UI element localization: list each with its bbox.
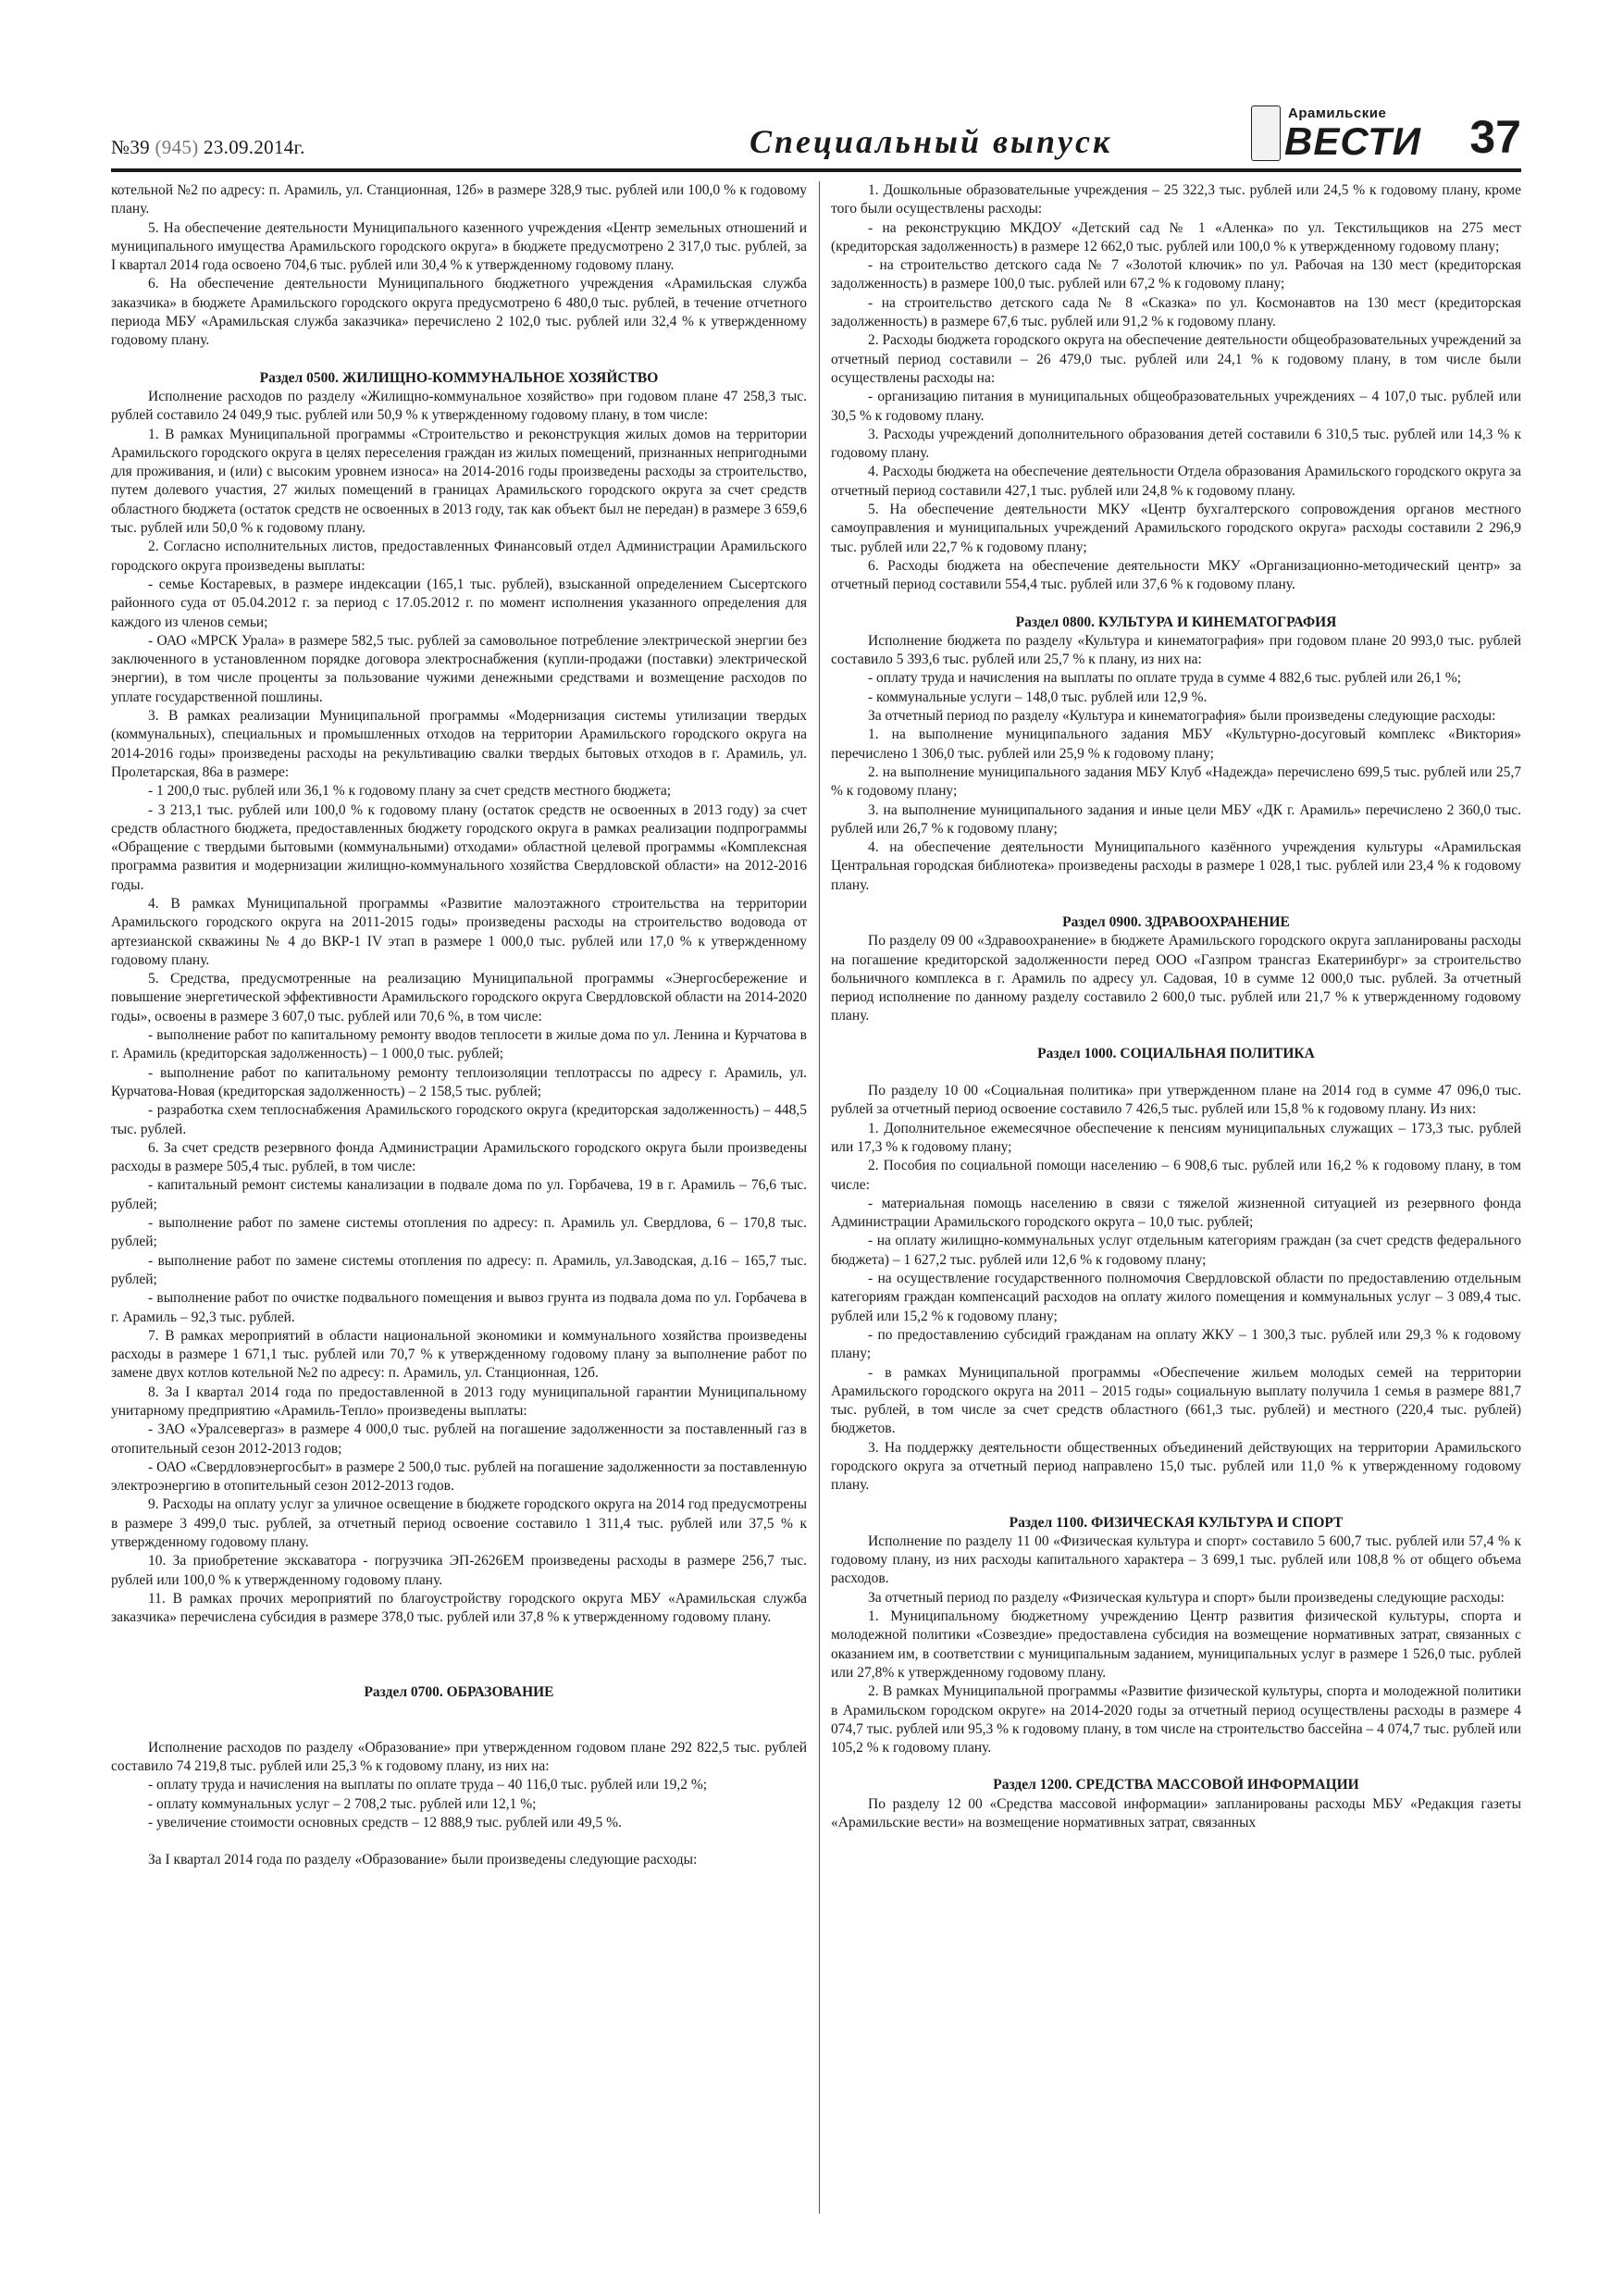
section-heading-0500: Раздел 0500. ЖИЛИЩНО-КОММУНАЛЬНОЕ ХОЗЯЙСТВО (259, 369, 659, 386)
section-heading-0800: Раздел 0800. КУЛЬТУРА И КИНЕМАТОГРАФИЯ (1015, 614, 1337, 630)
paragraph: - ОАО «МРСК Урала» в размере 582,5 тыс. рублей за самовольное потребление электрической энергии без заключенного в установленном порядке договора электроснабжения (купли-продажи (поставки) электрической энергии), в том числе проценты за пользование чужими денежными средствами и возмещение расходов по уплате государственной пошлины. (111, 632, 807, 705)
paragraph: - оплату коммунальных услуг – 2 708,2 тыс. рублей или 12,1 %; (148, 1795, 537, 1812)
paragraph: - выполнение работ по замене системы отопления по адресу: п. Арамиль ул. Свердлова, 6 – 170,8 тыс. рублей; (111, 1215, 807, 1250)
paragraph: - на осуществление государственного полномочия Свердловской области по предоставлению отдельным категориям граждан компенсаций расходов на оплату жилого помещения и коммунальных услуг – 3 089,4 тыс. рублей или 15,2 % к годовому плану; (831, 1271, 1521, 1324)
paragraph: 1. В рамках Муниципальной программы «Строительство и реконструкция жилых домов на территории Арамильского городского округа в целях переселения граждан из жилых помещений, признанных непригодными для проживания, и (или) с высоким уровнем износа» на 2014-2016 годы произведены расходы за строительство, путем долевого участия, 27 жилых помещений в границах Арамильского городского округа за счет средств областного бюджета (остаток средств не освоенных в 2013 году, так как объект был не передан) в размере 3 659,6 тыс. рублей или 50,0 % к годовому плану. (111, 426, 807, 537)
paragraph: 2. Пособия по социальной помощи населению – 6 908,6 тыс. рублей или 16,2 % к годовому плану, в том числе: (831, 1158, 1521, 1193)
paragraph: 11. В рамках прочих мероприятий по благоустройству городского округа МБУ «Арамильская служба заказчика» перечислена субсидия в размере 378,0 тыс. рублей или 37,8 % к утвержденному годовому плану. (111, 1590, 807, 1626)
page-header (111, 98, 1521, 165)
paragraph: - на строительство детского сада № 8 «Сказка» по ул. Космонавтов на 130 мест (кредиторская задолженность) в размере 67,6 тыс. рублей или 91,2 % к годовому плану. (831, 294, 1521, 330)
paragraph: - выполнение работ по капитальному ремонту теплоизоляции теплотрассы по адресу г. Арамиль, ул. Курчатова-Новая (кредиторская задолженность) – 2 158,5 тыс. рублей; (111, 1064, 807, 1099)
paragraph: 10. За приобретение экскаватора - погрузчика ЭП-2626ЕМ произведены расходы в размере 256,7 тыс. рублей или 100,0 % к утвержденному годовому плану. (111, 1553, 807, 1588)
paragraph: 3. Расходы учреждений дополнительного образования детей составили 6 310,5 тыс. рублей или 14,3 % к годовому плану. (831, 426, 1521, 462)
paragraph: 2. Расходы бюджета городского округа на обеспечение деятельности общеобразовательных учреждений за отчетный период составили – 26 479,0 тыс. рублей или 24,1 % к годовому плану, в том числе были осуществлены расходы на: (831, 332, 1521, 386)
paragraph: - семье Костаревых, в размере индексации (165,1 тыс. рублей), взысканной определением Сысертского районного суда от 05.04.2012 г. за период с 17.05.2012 г. по момент исполнения указанного определения для каждого из членов семьи; (111, 576, 807, 630)
paragraph: По разделу 12 00 «Средства массовой информации» запланированы расходы МБУ «Редакция газеты «Арамильские вести» на возмещение нормативных затрат, связанных (831, 1795, 1521, 1831)
issue-number: №39 (111, 136, 155, 158)
paragraph: 9. Расходы на оплату услуг за уличное освещение в бюджете городского округа на 2014 год предусмотрены в размере 3 499,0 тыс. рублей, за отчетный период освоение составило 1 311,4 тыс. рублей или 37,5 % к утвержденному годовому плану. (111, 1496, 807, 1551)
paragraph: 5. На обеспечение деятельности Муниципального казенного учреждения «Центр земельных отношений и муниципального имущества Арамильского городского округа» в бюджете предусмотрено 2 317,0 тыс. рублей, за I квартал 2014 года освоено 704,6 тыс. рублей или 30,4 % к утвержденному годовому плану. (111, 219, 807, 274)
paragraph: 1. Муниципальному бюджетному учреждению Центр развития физической культуры, спорта и молодежной политики «Созвездие» предоставлена субсидия на возмещение нормативных затрат, связанных с оказанием им, в соответствии с муниципальным заданием, муниципальных услуг в размере 1 526,0 тыс. рублей или 27,8% к утвержденному годовому плану. (831, 1608, 1521, 1681)
paragraph: 7. В рамках мероприятий в области национальной экономики и коммунального хозяйства произведены расходы в размере 1 671,1 тыс. рублей или 70,7 % к утвержденному годовому плану за выполнение работ по замене двух котлов котельной №2 по адресу: п. Арамиль, ул. Станционная, 12б. (111, 1327, 807, 1382)
paragraph: 6. За счет средств резервного фонда Администрации Арамильского городского округа были произведены расходы в размере 505,4 тыс. рублей, в том числе: (111, 1139, 807, 1175)
paragraph: - разработка схем теплоснабжения Арамильского городского округа (кредиторская задолженность) – 448,5 тыс. рублей. (111, 1102, 807, 1137)
coat-of-arms-icon (1251, 105, 1281, 161)
paragraph: котельной №2 по адресу: п. Арамиль, ул. Станционная, 12б» в размере 328,9 тыс. рублей или 100,0 % к годовому плану. (111, 182, 807, 217)
paragraph: 4. на обеспечение деятельности Муниципального казённого учреждения культуры «Арамильская Центральная городская библиотека» произведены расходы в размере 1 028,1 тыс. рублей или 23,4 % к годовому плану. (831, 839, 1521, 893)
paragraph: - ЗАО «Уралсевергаз» в размере 4 000,0 тыс. рублей на погашение задолженности за поставленный газ в отопительный сезон 2012-2013 годов; (111, 1421, 807, 1457)
paragraph: - 3 213,1 тыс. рублей или 100,0 % к годовому плану (остаток средств не освоенных в 2013 году) за счет средств областного бюджета, предоставленных бюджету городского округа в рамках реализации подпрограммы «Обращение с твердыми бытовыми (коммунальными) отходами» областной целевой программы «Комплексная программа развития и модернизации жилищно-коммунального хозяйства Свердловской области» на 2012-2016 годы. (111, 801, 807, 893)
paragraph: Исполнение по разделу 11 00 «Физическая культура и спорт» составило 5 600,7 тыс. рублей или 57,4 % к годовому плану, из них расходы капитального характера – 3 699,1 тыс. рублей или 108,8 % от общего объема расходов. (831, 1533, 1521, 1587)
section-heading-0700: Раздел 0700. ОБРАЗОВАНИЕ (364, 1683, 554, 1700)
right-column (831, 181, 1521, 2227)
paragraph: - выполнение работ по замене системы отопления по адресу: п. Арамиль, ул.Заводская, д.16 – 165,7 тыс. рублей; (111, 1252, 807, 1287)
paragraph: - по предоставлению субсидий гражданам на оплату ЖКУ – 1 300,3 тыс. рублей или 29,3 % к годовому плану; (831, 1326, 1521, 1362)
paragraph: 2. на выполнение муниципального задания МБУ Клуб «Надежда» перечислено 699,5 тыс. рублей или 25,7 % к годовому плану; (831, 763, 1521, 800)
issue-total: (945) (155, 136, 199, 158)
paragraph: За отчетный период по разделу «Культура и кинематография» были произведены следующие расходы: (868, 708, 1496, 725)
paragraph: - капитальный ремонт системы канализации в подвале дома по ул. Горбачева, 19 в г. Арамиль – 76,6 тыс. рублей; (111, 1177, 807, 1212)
paragraph: - выполнение работ по капитальному ремонту вводов теплосети в жилые дома по ул. Ленина и Курчатова в г. Арамиль (кредиторская задолженность) – 1 000,0 тыс. рублей; (111, 1027, 807, 1062)
section-heading-1000: Раздел 1000. СОЦИАЛЬНАЯ ПОЛИТИКА (1037, 1045, 1315, 1061)
paragraph: По разделу 10 00 «Социальная политика» при утвержденном плане на 2014 год в сумме 47 096,0 тыс. рублей за отчетный период освоение составило 7 426,5 тыс. рублей или 15,8 % к годовому плану. Из них: (831, 1083, 1521, 1118)
paragraph: По разделу 09 00 «Здравоохранение» в бюджете Арамильского городского округа запланированы расходы на погашение кредиторской задолженности перед ООО «Газпром трансгаз Екатеринбург» за строительство больничного комплекса в г. Арамиль по адресу ул. Садовая, 10 в сумме 12 000,0 тыс. рублей. За отчетный период исполнение по данному разделу составило 2 600,0 тыс. рублей или 21,7 % к утвержденному годовому плану. (831, 933, 1521, 1024)
paragraph: - коммунальные услуги – 148,0 тыс. рублей или 12,9 %. (868, 689, 1208, 705)
paragraph: Исполнение бюджета по разделу «Культура и кинематография» при годовом плане 20 993,0 тыс. рублей составило 5 393,6 тыс. рублей или 25,7 % к плану, из них на: (831, 632, 1521, 668)
paragraph: - ОАО «Свердловэнергосбыт» в размере 2 500,0 тыс. рублей на погашение задолженности за поставленную электроэнергию в отопительный сезон 2012-2013 годов. (111, 1458, 807, 1495)
paragraph: 1. Дошкольные образовательные учреждения – 25 322,3 тыс. рублей или 24,5 % к годовому плану, кроме того были осуществлены расходы: (831, 182, 1521, 217)
section-heading-1200: Раздел 1200. СРЕДСТВА МАССОВОЙ ИНФОРМАЦИИ (993, 1777, 1359, 1793)
paragraph: 4. В рамках Муниципальной программы «Развитие малоэтажного строительства на территории Арамильского городского округа на 2011-2015 годы» произведены расходы на строительство водовода от артезианской скважины № 4 до ВКР-1 IV этап в размере 1 000,0 тыс. рублей или 17,0 % к утвержденному годовому плану. (111, 895, 807, 968)
section-heading-0900: Раздел 0900. ЗДРАВООХРАНЕНИЕ (1062, 913, 1290, 930)
paragraph: 8. За I квартал 2014 года по предоставленной в 2013 году муниципальной гарантии Муниципальному унитарному предприятию «Арамиль-Тепло» произведены выплаты: (111, 1384, 807, 1419)
issue-title: Специальный выпуск (750, 123, 1113, 160)
logo-small-text: Арамильские (1288, 105, 1387, 121)
paragraph: 3. На поддержку деятельности общественных объединений действующих на территории Арамильского городского округа за отчетный период направлено 15,0 тыс. рублей или 11,0 % к утвержденному годовому плану. (831, 1439, 1521, 1494)
paragraph: - организацию питания в муниципальных общеобразовательных учреждениях – 4 107,0 тыс. рублей или 30,5 % к годовому плану. (831, 389, 1521, 424)
issue-info (111, 136, 305, 159)
paragraph: 6. Расходы бюджета на обеспечение деятельности МКУ «Организационно-методический центр» за отчетный период составили 554,4 тыс. рублей или 37,6 % к годовому плану. (831, 557, 1521, 593)
newspaper-logo (1251, 105, 1421, 163)
section-heading-1100: Раздел 1100. ФИЗИЧЕСКАЯ КУЛЬТУРА И СПОРТ (1009, 1514, 1344, 1531)
header-rule (111, 168, 1521, 172)
column-divider (819, 181, 820, 2214)
paragraph: 5. На обеспечение деятельности МКУ «Центр бухгалтерского сопровождения органов местного самоуправления и муниципальных учреждений Арамильского городского округа» расходы составили 2 296,9 тыс. рублей или 22,7 % к годовому плану; (831, 502, 1521, 555)
paragraph: 1. Дополнительное ежемесячное обеспечение к пенсиям муниципальных служащих – 173,3 тыс. рублей или 17,3 % к годовому плану; (831, 1120, 1521, 1155)
paragraph: - на реконструкцию МКДОУ «Детский сад № 1 «Аленка» по ул. Текстильщиков на 275 мест (кредиторская задолженность) в размере 12 662,0 тыс. рублей или 100,0 % к утвержденному годовому плану; (831, 219, 1521, 254)
paragraph: 2. В рамках Муниципальной программы «Развитие физической культуры, спорта и молодежной политики в Арамильском городском округе» на 2014-2020 годы за отчетный период осуществлены расходы в размере 4 074,7 тыс. рублей или 95,3 % к годовому плану, в том числе на строительство бассейна – 4 074,7 тыс. рублей или 105,2 % к годовому плану. (831, 1683, 1521, 1756)
paragraph: - в рамках Муниципальной программы «Обеспечение жильем молодых семей на территории Арамильского городского округа на 2011 – 2015 годы» социальную выплату получила 1 семья в размере 881,7 тыс. рублей, в том числе за счет средств областного (661,3 тыс. рублей) и местного (220,4 тыс. рублей) бюджетов. (831, 1364, 1521, 1437)
paragraph: Исполнение расходов по разделу «Образование» при утвержденном годовом плане 292 822,5 тыс. рублей составило 74 219,8 тыс. рублей или 25,3 % к годовому плану, из них на: (111, 1739, 807, 1775)
paragraph: 3. на выполнение муниципального задания и иные цели МБУ «ДК г. Арамиль» перечислено 2 360,0 тыс. рублей или 26,7 % к годовому плану; (831, 801, 1521, 837)
logo-big-text: ВЕСТИ (1284, 119, 1421, 163)
paragraph: - выполнение работ по очистке подвального помещения и вывоз грунта из подвала дома по ул. Горбачева в г. Арамиль – 92,3 тыс. рублей. (111, 1290, 807, 1325)
paragraph: - оплату труда и начисления на выплаты по оплате труда – 40 116,0 тыс. рублей или 19,2 %; (148, 1777, 708, 1793)
paragraph: - материальная помощь населению в связи с тяжелой жизненной ситуацией из резервного фонда Администрации Арамильского городского округа – 10,0 тыс. рублей; (831, 1195, 1521, 1231)
paragraph: 4. Расходы бюджета на обеспечение деятельности Отдела образования Арамильского городского округа за отчетный период составили 427,1 тыс. рублей или 24,8 % к годовому плану. (831, 464, 1521, 499)
paragraph: - 1 200,0 тыс. рублей или 36,1 % к годовому плану за счет средств местного бюджета; (148, 783, 672, 800)
paragraph: - на оплату жилищно-коммунальных услуг отдельным категориям граждан (за счет средств федерального бюджета) – 1 627,2 тыс. рублей или 12,6 % к годовому плану; (831, 1233, 1521, 1268)
paragraph: 5. Средства, предусмотренные на реализацию Муниципальной программы «Энергосбережение и повышение энергетической эффективности Арамильского городского округа Свердловской области на 2014-2020 годы», освоены в размере 3 607,0 тыс. рублей или 70,6 %, в том числе: (111, 971, 807, 1024)
paragraph: - оплату труда и начисления на выплаты по оплате труда в сумме 4 882,6 тыс. рублей или 26,1 %; (868, 670, 1462, 687)
paragraph: - на строительство детского сада № 7 «Золотой ключик» по ул. Рабочая на 130 мест (кредиторская задолженность) в размере 100,0 тыс. рублей или 67,2 % к годовому плану; (831, 257, 1521, 292)
paragraph: - увеличение стоимости основных средств – 12 888,9 тыс. рублей или 49,5 %. (148, 1815, 622, 1831)
paragraph: 1. на выполнение муниципального задания МБУ «Культурно-досуговый комплекс «Виктория» перечислено 1 306,0 тыс. рублей или 25,9 % к годовому плану; (831, 726, 1521, 762)
paragraph: 2. Согласно исполнительных листов, предоставленных Финансовый отдел Администрации Арамильского городского округа произведены выплаты: (111, 539, 807, 574)
paragraph: За отчетный период по разделу «Физическая культура и спорт» были произведены следующие расходы: (868, 1589, 1505, 1606)
paragraph: 3. В рамках реализации Муниципальной программы «Модернизация системы утилизации твердых (коммунальных), специальных и промышленных отходов на территории Арамильского городского округа на 2014-2016 годы» произведены расходы на рекультивацию свалки твердых бытовых отходов в г. Арамиль, ул. Пролетарская, 86а в размере: (111, 708, 807, 780)
issue-date: 23.09.2014г. (198, 136, 305, 158)
paragraph: За I квартал 2014 года по разделу «Образование» были произведены следующие расходы: (148, 1852, 698, 1868)
left-column (111, 181, 807, 2227)
paragraph: Исполнение расходов по разделу «Жилищно-коммунальное хозяйство» при годовом плане 47 258,3 тыс. рублей составило 24 049,9 тыс. рублей или 50,9 % к утвержденному годовому плану, в том числе: (111, 388, 807, 424)
page-number: 37 (1469, 111, 1521, 163)
paragraph: 6. На обеспечение деятельности Муниципального бюджетного учреждения «Арамильская служба заказчика» в бюджете Арамильского городского округа предусмотрено 6 480,0 тыс. рублей, в течение отчетного периода МБУ «Арамильская служба заказчика» перечислено 2 102,0 тыс. рублей или 32,4 % к утвержденному годовому плану. (111, 276, 807, 349)
